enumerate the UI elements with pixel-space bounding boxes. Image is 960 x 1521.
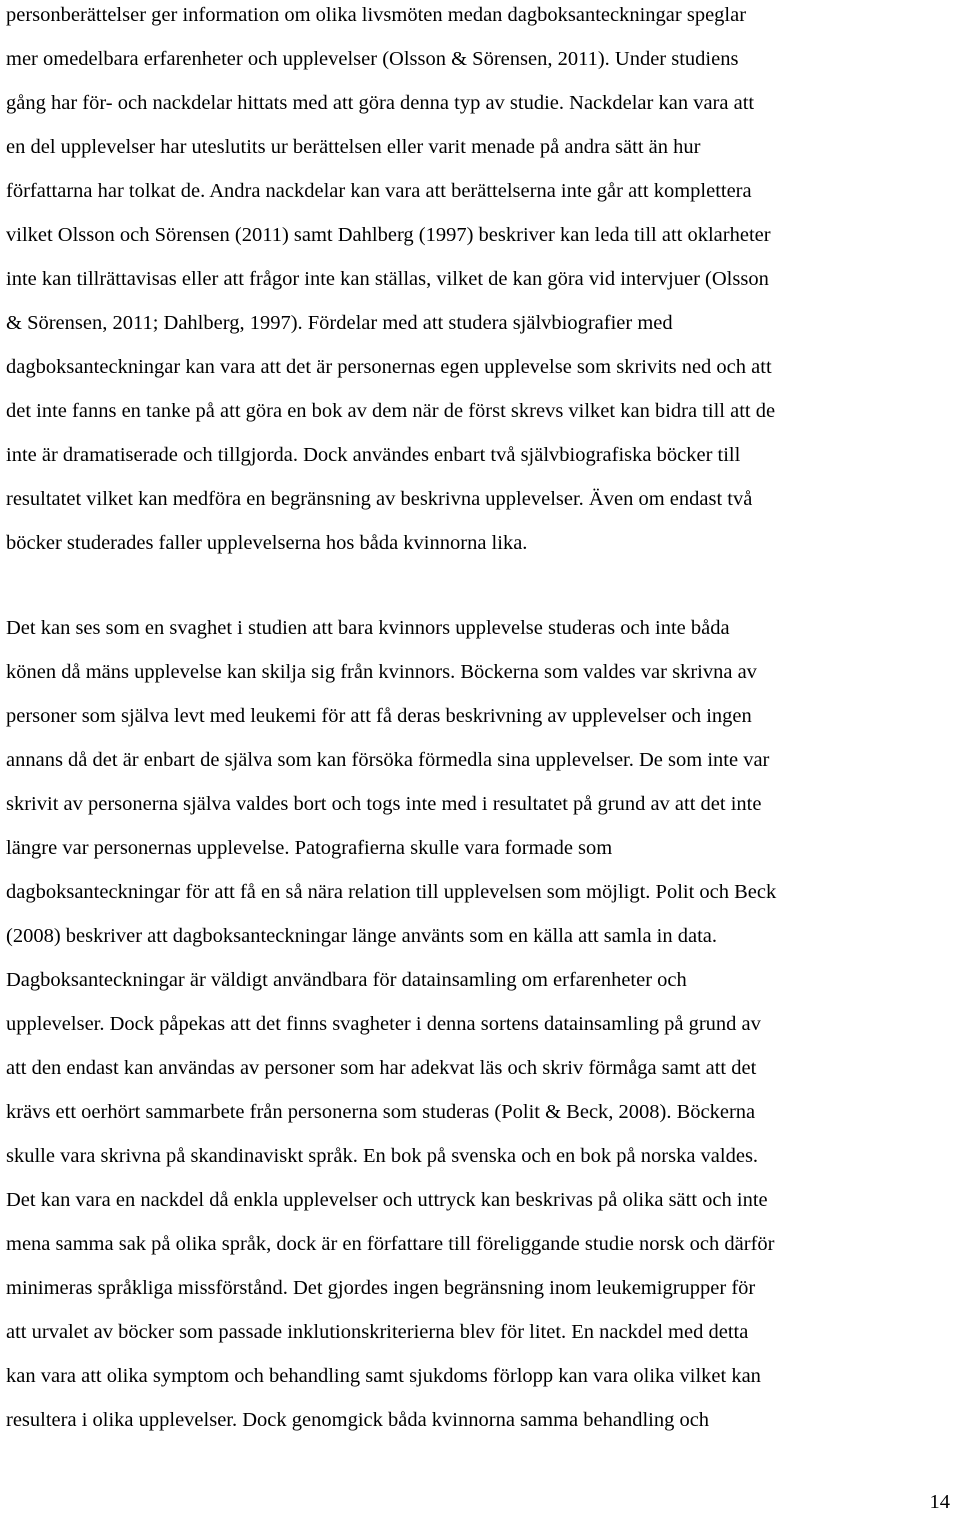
text-line: mer omedelbara erfarenheter och upplevelser (Olsson & Sörensen, 2011). Under studiens [6,48,739,70]
text-line: personberättelser ger information om olika livsmöten medan dagboksanteckningar speglar [6,4,747,26]
text-line: dagboksanteckningar för att få en så nära relation till upplevelsen som möjligt. Polit och Beck [6,881,777,903]
text-line: att den endast kan användas av personer som har adekvat läs och skriv förmåga samt att det [6,1057,757,1079]
text-line: resultera i olika upplevelser. Dock genomgick båda kvinnorna samma behandling och [6,1409,710,1431]
text-line: längre var personernas upplevelse. Patografierna skulle vara formade som [6,837,613,859]
text-line: gång har för- och nackdelar hittats med att göra denna typ av studie. Nackdelar kan vara att [6,92,755,114]
text-line: Det kan ses som en svaghet i studien att bara kvinnors upplevelse studeras och inte båda [6,617,730,639]
text-line: inte är dramatiserade och tillgjorda. Dock användes enbart två självbiografiska böcker till [6,444,741,466]
text-line: Det kan vara en nackdel då enkla upplevelser och uttryck kan beskrivas på olika sätt och inte [6,1189,768,1211]
text-line: vilket Olsson och Sörensen (2011) samt Dahlberg (1997) beskriver kan leda till att oklarheter [6,224,771,246]
text-line: krävs ett oerhört sammarbete från personerna som studeras (Polit & Beck, 2008). Böckerna [6,1101,756,1123]
text-line: & Sörensen, 2011; Dahlberg, 1997). Fördelar med att studera självbiografier med [6,312,673,334]
paragraph-2 [6,606,956,1442]
text-line: skulle vara skrivna på skandinaviskt språk. En bok på svenska och en bok på norska valdes. [6,1145,759,1167]
text-line: könen då mäns upplevelse kan skilja sig från kvinnors. Böckerna som valdes var skrivna av [6,661,757,683]
text-line: dagboksanteckningar kan vara att det är personernas egen upplevelse som skrivits ned och att [6,356,772,378]
text-line: böcker studerades faller upplevelserna hos båda kvinnorna lika. [6,532,528,554]
text-line: annans då det är enbart de själva som kan försöka förmedla sina upplevelser. De som inte var [6,749,770,771]
paragraph-1 [6,0,956,565]
page-number: 14 [929,1491,950,1513]
text-line: resultatet vilket kan medföra en begränsning av beskrivna upplevelser. Även om endast två [6,488,753,510]
text-line: minimeras språkliga missförstånd. Det gjordes ingen begränsning inom leukemigrupper för [6,1277,756,1299]
text-line: personer som själva levt med leukemi för att få deras beskrivning av upplevelser och ingen [6,705,752,727]
text-line: inte kan tillrättavisas eller att frågor inte kan ställas, vilket de kan göra vid intervjuer (Olsson [6,268,769,290]
text-line: kan vara att olika symptom och behandling samt sjukdoms förlopp kan vara olika vilket kan [6,1365,761,1387]
text-line: Dagboksanteckningar är väldigt användbara för datainsamling om erfarenheter och [6,969,687,991]
text-line: författarna har tolkat de. Andra nackdelar kan vara att berättelserna inte går att komplettera [6,180,752,202]
text-line: en del upplevelser har uteslutits ur berättelsen eller varit menade på andra sätt än hur [6,136,701,158]
text-line: det inte fanns en tanke på att göra en bok av dem när de först skrevs vilket kan bidra till att de [6,400,776,422]
text-line: skrivit av personerna själva valdes bort och togs inte med i resultatet på grund av att det inte [6,793,762,815]
text-line: (2008) beskriver att dagboksanteckningar länge använts som en källa att samla in data. [6,925,718,947]
text-line: upplevelser. Dock påpekas att det finns svagheter i denna sortens datainsamling på grund av [6,1013,761,1035]
text-line: mena samma sak på olika språk, dock är en författare till föreliggande studie norsk och därför [6,1233,775,1255]
text-line: att urvalet av böcker som passade inklutionskriterierna blev för litet. En nackdel med detta [6,1321,749,1343]
